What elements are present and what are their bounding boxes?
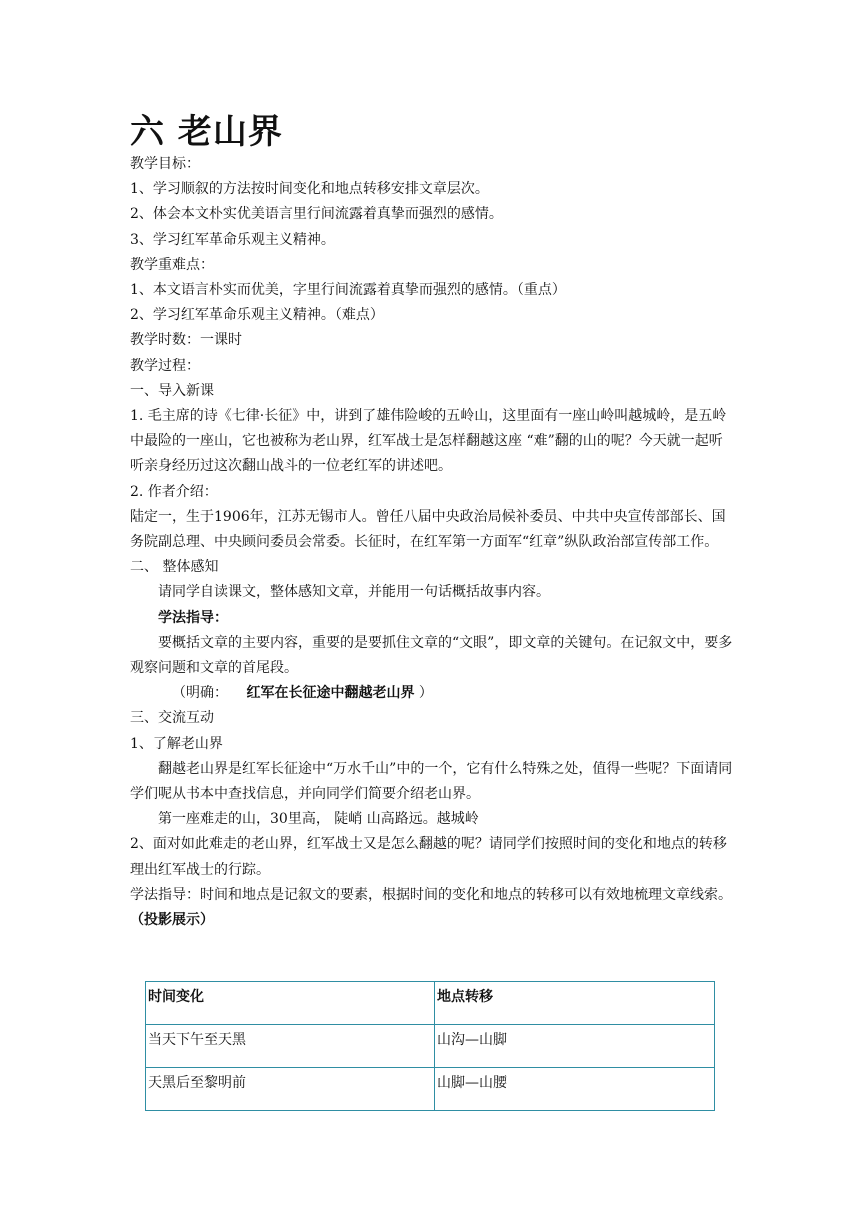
- text-line: 2、学习红军革命乐观主义精神。（难点）: [130, 307, 384, 324]
- table-row: [146, 1025, 715, 1068]
- projection-label: （投影展示）: [130, 912, 214, 929]
- section-heading: 三、交流互动: [130, 710, 214, 727]
- answer-text: 红军在长征途中翻越老山界: [246, 685, 415, 702]
- method-text: [130, 883, 735, 933]
- item-heading: 1、了解老山界: [130, 735, 223, 752]
- table-cell: 山脚—山腰: [435, 1068, 715, 1111]
- document-body: [130, 152, 735, 933]
- text-line: 1、学习顺叙的方法按时间变化和地点转移安排文章层次。: [130, 181, 489, 198]
- answer-suffix: ）: [418, 685, 433, 702]
- page-title: 六 老山界: [130, 112, 283, 152]
- text-line: 1、本文语言朴实而优美，字里行间流露着真挚而强烈的感情。（重点）: [130, 282, 566, 299]
- text-line: 教学重难点：: [130, 256, 214, 273]
- table-header-cell: 时间变化: [146, 982, 435, 1025]
- section-heading: 二、 整体感知: [130, 559, 219, 576]
- author-heading: 2. 作者介绍：: [130, 483, 218, 500]
- table-cell: 天黑后至黎明前: [146, 1068, 435, 1111]
- table-cell: 山沟—山脚: [435, 1025, 715, 1068]
- intro-paragraph: 1. 毛主席的诗《七律·长征》中，讲到了雄伟险峻的五岭山，这里面有一座山岭叫越城岭，是五岭中最险的一座山，它也被称为老山界，红军战士是怎样翻越这座 “难”翻的山的呢？今天就一起听听亲身经历过这次翻山战斗的一位老红军的讲述吧。: [130, 408, 727, 475]
- table-row: [146, 1068, 715, 1111]
- table-cell: 当天下午至天黑: [146, 1025, 435, 1068]
- answer-line: [130, 681, 735, 706]
- task-text: 请同学自读课文，整体感知文章，并能用一句话概括故事内容。: [158, 584, 550, 601]
- text-line: 教学过程：: [130, 357, 200, 374]
- method-guide: 学法指导：时间和地点是记叙文的要素，根据时间的变化和地点的转移可以有效地梳理文章线索。: [130, 886, 732, 903]
- item-paragraph: 2、面对如此难走的老山界，红军战士又是怎么翻越的呢？请同学们按照时间的变化和地点的转移理出红军战士的行踪。: [130, 836, 727, 878]
- table-header-row: [146, 982, 715, 1025]
- text-line: 教学目标：: [130, 156, 200, 172]
- timeline-table: [145, 981, 715, 1111]
- text-line: 3、学习红军革命乐观主义精神。: [130, 231, 335, 248]
- item-note: 第一座难走的山，30里高， 陡峭 山高路远。越城岭: [158, 811, 479, 828]
- text-line: 一、导入新课: [130, 382, 214, 399]
- item-paragraph: 翻越老山界是红军长征途中“万水千山”中的一个，它有什么特殊之处，值得一些呢？下面请同学们呢从书本中查找信息，并向同学们简要介绍老山界。: [130, 760, 733, 803]
- method-heading: 学法指导：: [158, 609, 228, 626]
- author-paragraph: 陆定一，生于1906年，江苏无锡市人。曾任八届中央政治局候补委员、中共中央宣传部部长、国务院副总理、中央顾问委员会常委。长征时，在红军第一方面军“红章”纵队政治部宣传部工作。: [130, 508, 726, 551]
- method-text: 要概括文章的主要内容，重要的是要抓住文章的“文眼”，即文章的关键句。在记叙文中，要多观察问题和文章的首尾段。: [130, 634, 733, 677]
- text-line: 教学时数：一课时: [130, 332, 242, 349]
- answer-prefix: （明确：: [172, 685, 228, 702]
- table-header-cell: 地点转移: [435, 982, 715, 1025]
- text-line: 2、体会本文朴实优美语言里行间流露着真挚而强烈的感情。: [130, 206, 503, 223]
